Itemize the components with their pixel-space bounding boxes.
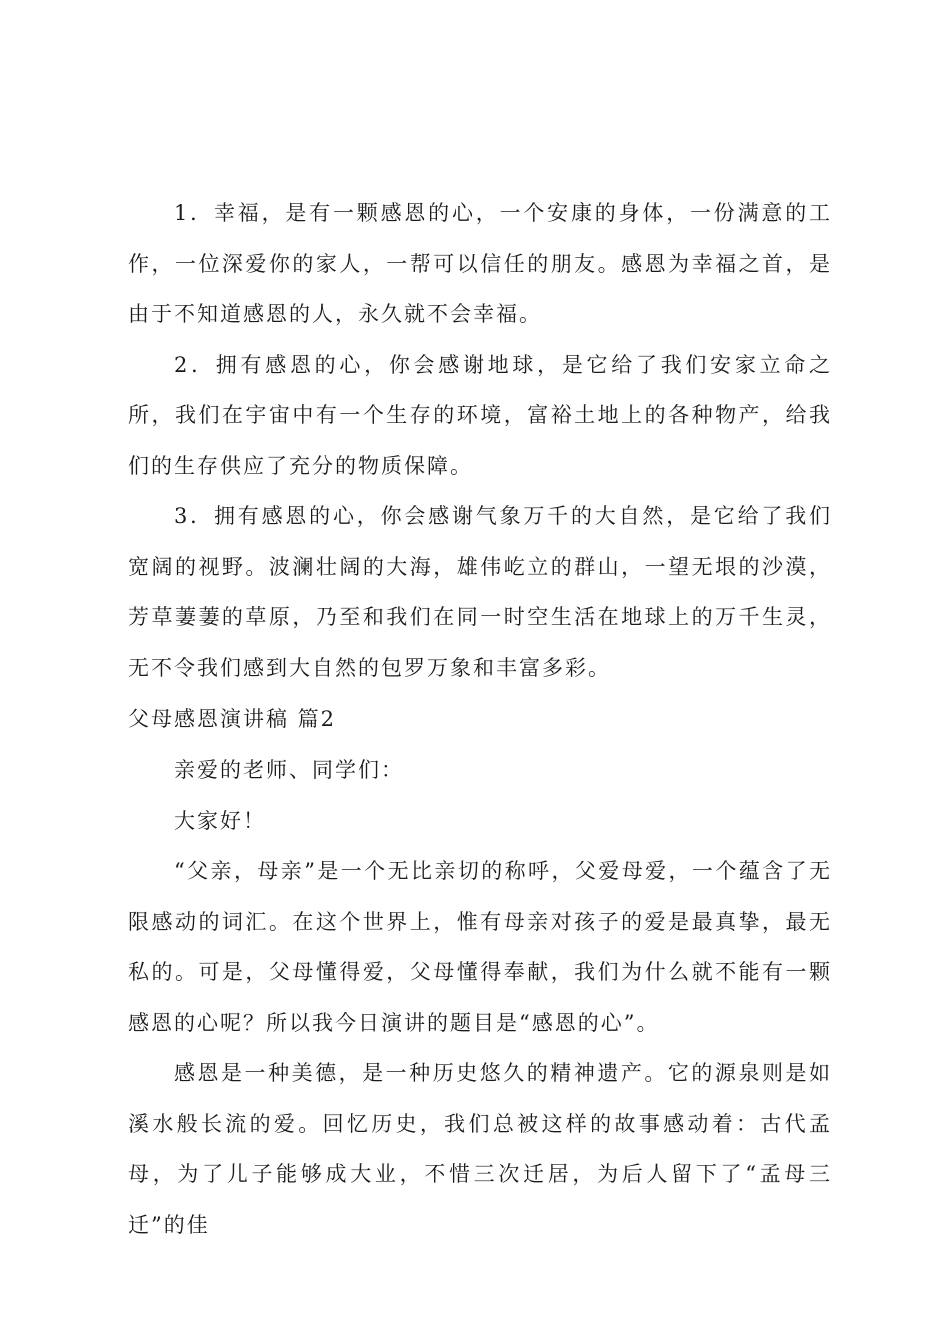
document-page [128,188,832,1250]
paragraph: “父亲，母亲”是一个无比亲切的称呼，父爱母爱，一个蕴含了无限感动的词汇。在这个世界上，惟有母亲对孩子的爱是最真挚，最无私的。可是，父母懂得爱，父母懂得奉献，我们为什么就不能有一颗感恩的心呢？所以我今日演讲的题目是“感恩的心”。 [128,859,832,1035]
paragraph: 3．拥有感恩的心，你会感谢气象万千的大自然，是它给了我们宽阔的视野。波澜壮阔的大海，雄伟屹立的群山，一望无垠的沙漠，芳草萋萋的草原，乃至和我们在同一时空生活在地球上的万千生灵，无不令我们感到大自然的包罗万象和丰富多彩。 [128,504,832,680]
greeting-line: 亲爱的老师、同学们： [174,758,404,782]
paragraph: 2．拥有感恩的心，你会感谢地球，是它给了我们安家立命之所，我们在宇宙中有一个生存的环境，富裕土地上的各种物产，给我们的生存供应了充分的物质保障。 [128,352,832,478]
paragraph: 1．幸福，是有一颗感恩的心，一个安康的身体，一份满意的工作，一位深爱你的家人，一帮可以信任的朋友。感恩为幸福之首，是由于不知道感恩的人，永久就不会幸福。 [128,201,832,326]
section-heading: 父母感恩演讲稿 篇2 [128,707,337,731]
greeting-line: 大家好！ [174,808,266,833]
paragraph: 感恩是一种美德，是一种历史悠久的精神遗产。它的源泉则是如溪水般长流的爱。回忆历史，我们总被这样的故事感动着：古代孟母，为了儿子能够成大业，不惜三次迁居，为后人留下了“孟母三迁”的佳 [128,1061,832,1237]
